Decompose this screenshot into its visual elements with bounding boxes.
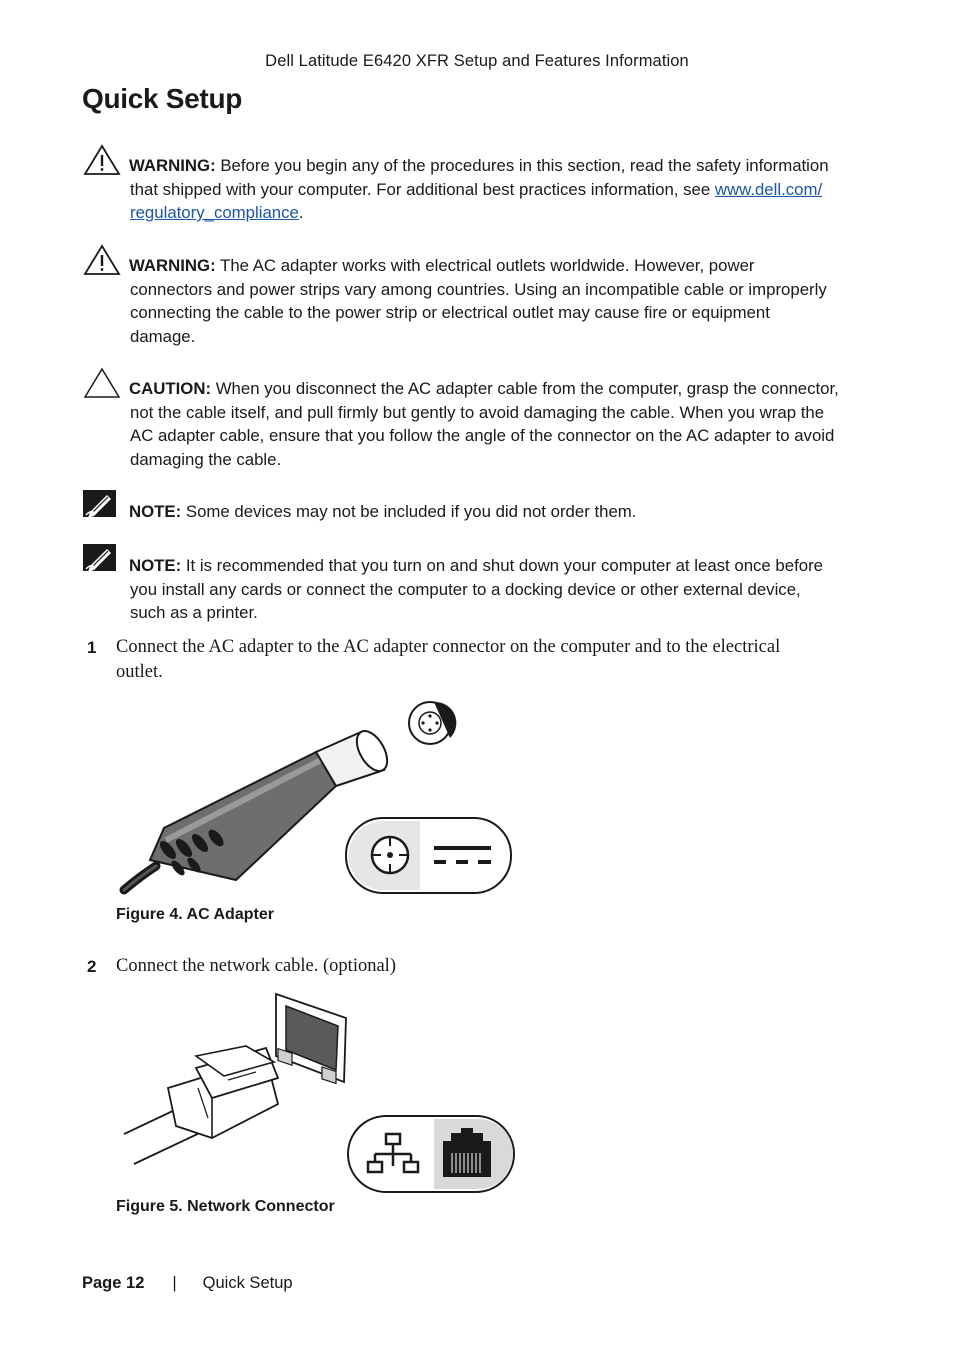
notice-text: not the cable itself, and pull firmly but gently to avoid damaging the cable. When you wrap the bbox=[130, 402, 825, 422]
notice-text: The AC adapter works with electrical outlets worldwide. However, power bbox=[215, 256, 755, 275]
notice-text: such as a printer. bbox=[130, 603, 258, 622]
notice-lead: WARNING: bbox=[129, 256, 216, 275]
note-pencil-icon bbox=[82, 542, 118, 574]
notice-text: . bbox=[298, 203, 304, 222]
dell-regulatory-link-continued[interactable]: regulatory_compliance bbox=[130, 203, 299, 222]
notice-text: connectors and power strips vary among countries. Using an incompatible cable or improperly bbox=[130, 279, 827, 299]
figure-caption: Figure 5. Network Connector bbox=[116, 1198, 335, 1215]
page-number: Page 12 bbox=[82, 1274, 145, 1292]
notice-text: AC adapter cable, ensure that you follow the angle of the connector on the AC adapter to avoid bbox=[130, 426, 835, 445]
dell-regulatory-link[interactable]: www.dell.com/ bbox=[714, 179, 823, 199]
page-footer bbox=[82, 1274, 293, 1293]
page-title: Quick Setup bbox=[82, 83, 243, 114]
notice-text: damaging the cable. bbox=[130, 449, 282, 469]
caution-triangle-icon bbox=[82, 366, 122, 400]
figure-caption: Figure 4. AC Adapter bbox=[116, 906, 274, 923]
notice-text: damage. bbox=[130, 326, 196, 346]
notice-lead: CAUTION: bbox=[129, 379, 212, 398]
notice-text: that shipped with your computer. For additional best practices information, see bbox=[130, 179, 715, 199]
notice-lead: WARNING: bbox=[129, 156, 216, 175]
warning-triangle-icon bbox=[82, 243, 122, 277]
note-notice-startup bbox=[82, 554, 872, 625]
step-text: outlet. bbox=[116, 662, 163, 682]
caution-notice bbox=[82, 377, 872, 471]
notice-text: It is recommended that you turn on and shut down your computer at least once before bbox=[181, 556, 824, 575]
step-number: 2 bbox=[87, 957, 97, 976]
warning-triangle-icon bbox=[82, 143, 122, 177]
step-text: Connect the AC adapter to the AC adapter connector on the computer and to the electrical bbox=[116, 637, 781, 657]
notice-text: connecting the cable to the power strip or electrical outlet may cause fire or equipment bbox=[130, 303, 770, 322]
step-2 bbox=[82, 954, 872, 979]
notice-text: you install any cards or connect the computer to a docking device or other external device, bbox=[130, 579, 801, 599]
footer-separator: | bbox=[172, 1274, 177, 1292]
note-pencil-icon bbox=[82, 488, 118, 520]
ac-adapter-plug-illustration bbox=[116, 690, 516, 900]
network-cable-illustration bbox=[116, 988, 518, 1198]
warning-notice-power bbox=[82, 254, 872, 348]
footer-section-label: Quick Setup bbox=[202, 1274, 293, 1292]
step-1 bbox=[82, 635, 872, 685]
running-header: Dell Latitude E6420 XFR Setup and Features Information bbox=[265, 52, 689, 70]
notice-text: Some devices may not be included if you did not order them. bbox=[181, 502, 637, 521]
step-text: Connect the network cable. (optional) bbox=[116, 956, 396, 976]
notice-text: Before you begin any of the procedures in this section, read the safety information bbox=[215, 156, 829, 175]
note-notice-devices bbox=[82, 500, 872, 524]
notice-text: When you disconnect the AC adapter cable from the computer, grasp the connector, bbox=[211, 379, 839, 398]
notice-lead: NOTE: bbox=[129, 502, 182, 521]
warning-notice-safety bbox=[82, 154, 872, 225]
step-number: 1 bbox=[87, 638, 97, 657]
notice-lead: NOTE: bbox=[129, 556, 182, 575]
